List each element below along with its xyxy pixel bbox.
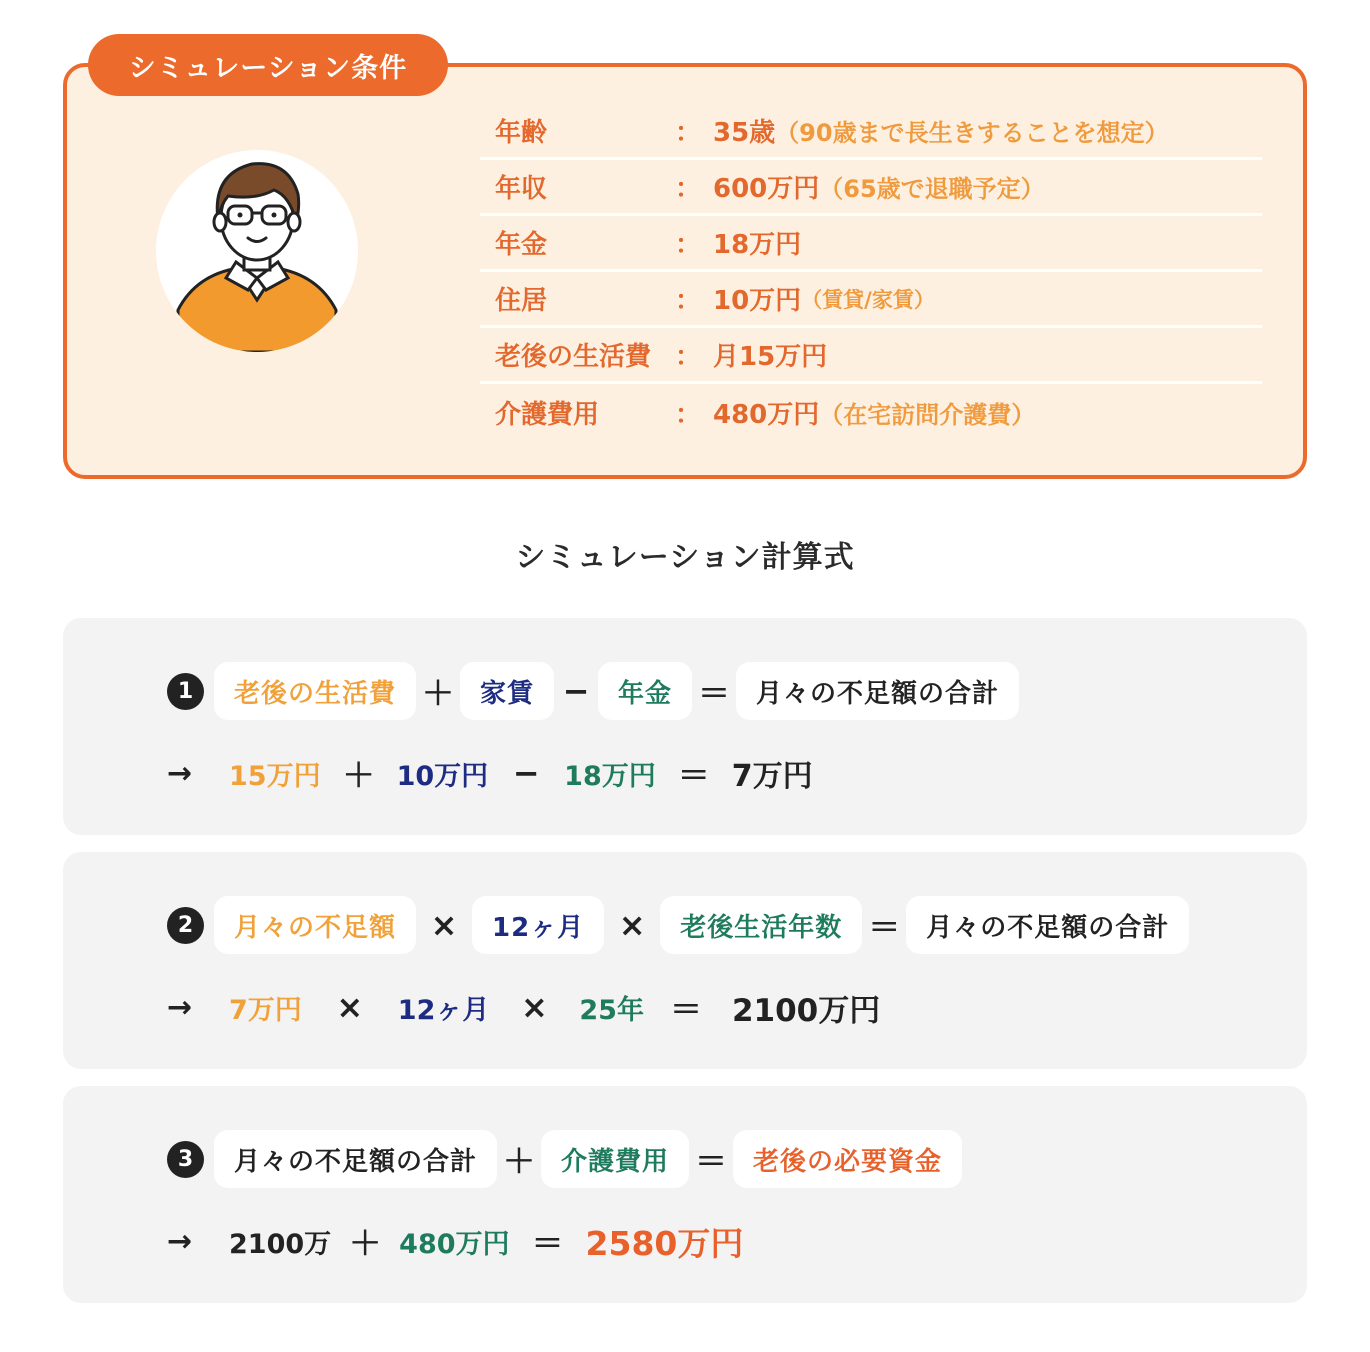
equals-operator: ＝ [669,990,702,1028]
equals-operator: ＝ [677,756,710,794]
formula-box-1 [63,618,1307,835]
term-pill: 月々の不足額の合計 [214,1130,497,1188]
condition-value: 600万円 [713,174,820,204]
condition-row-care-cost [480,384,1262,440]
condition-label: 年収 [495,174,548,204]
condition-value: 10万円 [713,286,802,316]
condition-colon: ： [675,118,702,148]
term-pill: 月々の不足額 [214,896,416,954]
conditions-list [480,104,1262,440]
condition-label: 住居 [495,286,548,316]
condition-row-pension [480,216,1262,272]
plus-operator: ＋ [349,1224,382,1262]
condition-row-housing [480,272,1262,328]
condition-value: 18万円 [713,230,802,260]
step-number-badge: 1 [167,673,204,710]
step-number-badge: 2 [167,907,204,944]
multiply-operator: × [336,988,364,1026]
plus-operator: ＋ [422,674,455,712]
formula-box-2 [63,852,1307,1069]
formula-title: シミュレーション計算式 [515,540,855,575]
arrow-icon: → [167,755,193,791]
term-pill: 月々の不足額の合計 [736,662,1019,720]
condition-colon: ： [675,342,702,372]
value-text: 12ヶ月 [397,994,490,1026]
formula-box-3 [63,1086,1307,1303]
conditions-tab: シミュレーション条件 [88,34,448,96]
step-number-badge: 3 [167,1141,204,1178]
value-text: 7万円 [229,994,302,1026]
equals-operator: ＝ [695,1142,728,1180]
value-text: 480万円 [399,1228,510,1260]
equals-operator: ＝ [531,1224,564,1262]
arrow-icon: → [167,1223,193,1259]
condition-note: （90歳まで長生きすることを想定） [775,119,1169,147]
formula-1-terms [167,662,1019,720]
condition-label: 年金 [495,230,548,260]
condition-colon: ： [675,286,702,316]
formula-3-values [167,1212,743,1270]
condition-note: （65歳で退職予定） [819,175,1045,203]
condition-colon: ： [675,174,702,204]
condition-colon: ： [675,230,702,260]
value-text: 25年 [579,994,644,1026]
formula-3-terms [167,1130,962,1188]
term-pill: 老後の生活費 [214,662,416,720]
result-value: 7万円 [731,759,813,794]
formula-1-values [167,744,813,802]
plus-operator: ＋ [503,1142,536,1180]
condition-label: 年齢 [495,118,548,148]
term-pill: 年金 [598,662,692,720]
term-pill: 老後生活年数 [660,896,862,954]
value-text: 15万円 [229,760,321,792]
condition-value: 480万円 [713,399,820,430]
value-text: 10万円 [396,760,489,792]
multiply-operator: × [520,988,548,1026]
term-pill: 老後の必要資金 [733,1130,962,1188]
formula-2-terms [167,896,1189,954]
man-with-glasses-avatar-icon [156,150,358,352]
condition-label: 介護費用 [495,399,600,430]
term-pill: 12ヶ月 [472,896,604,954]
condition-value: 月15万円 [713,342,828,372]
condition-row-income [480,160,1262,216]
result-value: 2100万円 [731,992,881,1029]
condition-value: 35歳 [713,118,776,148]
term-pill: 介護費用 [541,1130,689,1188]
value-text: 18万円 [564,760,656,792]
multiply-operator: × [618,906,646,944]
formula-2-values [167,978,880,1036]
condition-note: （在宅訪問介護費） [819,400,1036,429]
plus-operator: ＋ [342,756,375,794]
condition-note: （賃貸/家賃） [801,287,935,312]
arrow-icon: → [167,989,193,1025]
minus-operator: − [562,672,590,710]
multiply-operator: × [430,906,458,944]
term-pill: 家賃 [460,662,554,720]
value-text: 2100万 [229,1228,332,1260]
condition-row-living-cost [480,328,1262,384]
condition-colon: ： [675,399,702,430]
equals-operator: ＝ [698,674,731,712]
condition-row-age [480,104,1262,160]
term-pill: 月々の不足額の合計 [906,896,1189,954]
equals-operator: ＝ [868,908,901,946]
condition-label: 老後の生活費 [495,342,652,372]
minus-operator: − [512,754,540,792]
result-value: 2580万円 [585,1223,744,1263]
